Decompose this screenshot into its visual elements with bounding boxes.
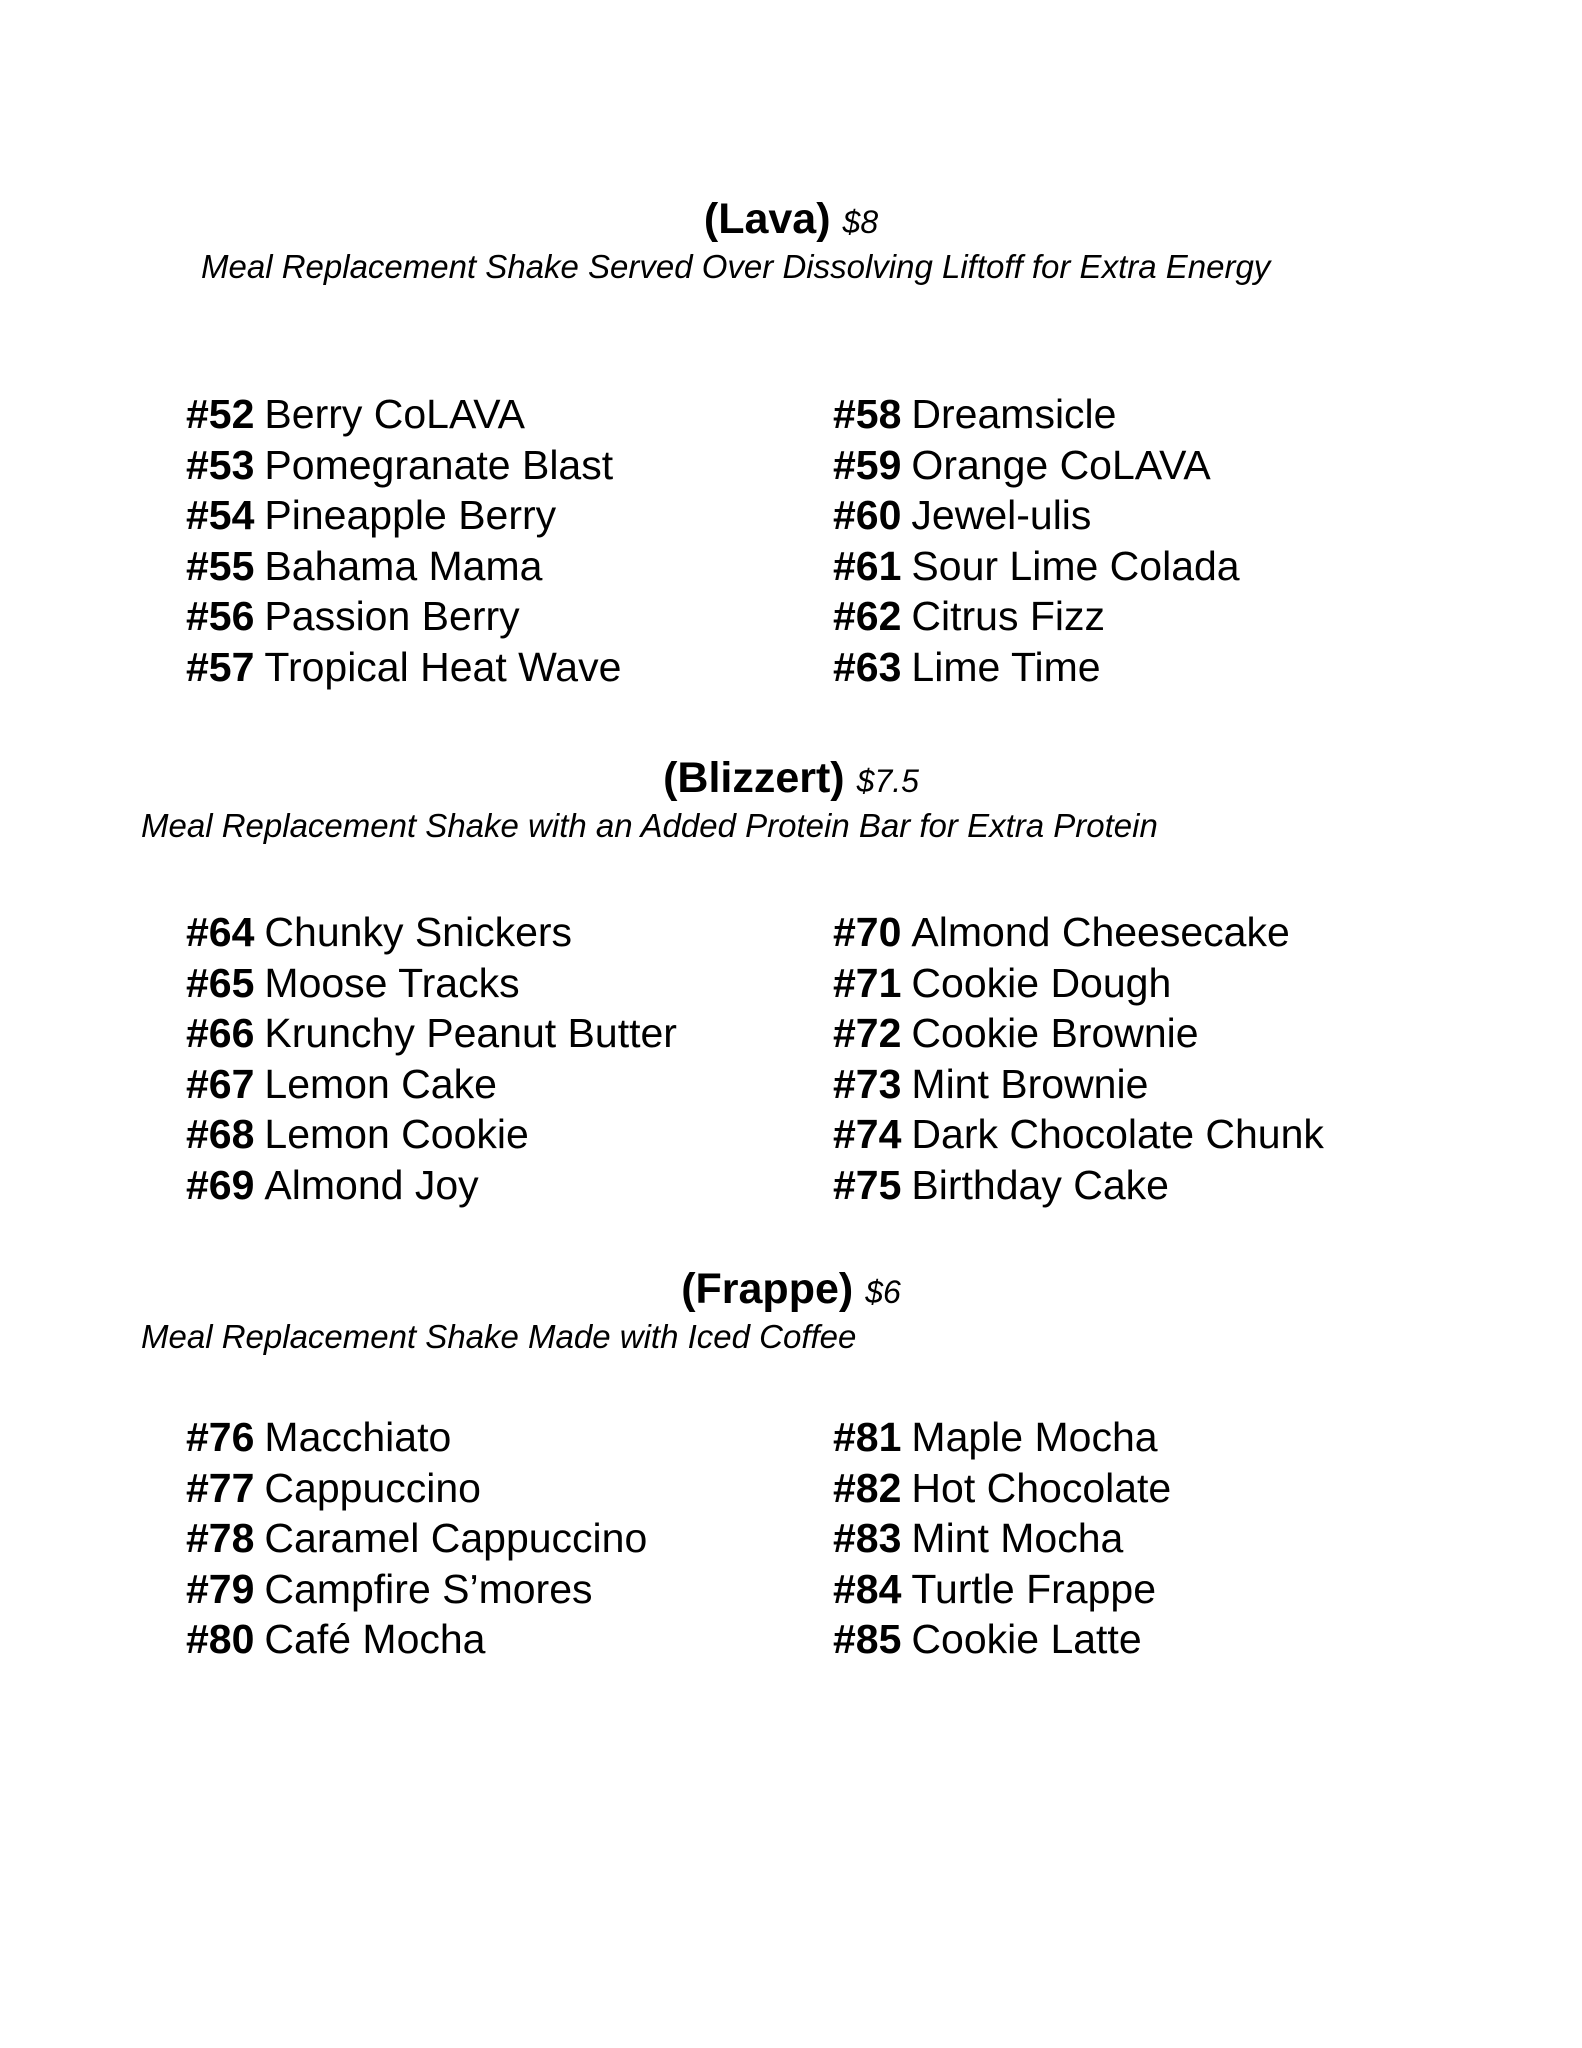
section-lava: [0, 194, 1582, 288]
item-name: Jewel-ulis: [911, 492, 1092, 538]
item-number: #58: [833, 391, 902, 437]
menu-item: [833, 1412, 1453, 1463]
item-name: Cookie Dough: [911, 959, 1172, 1006]
menu-item: [833, 1513, 1453, 1564]
section-title: (Frappe): [681, 1265, 854, 1313]
menu-item: [833, 958, 1453, 1009]
item-name: Krunchy Peanut Butter: [264, 1010, 677, 1056]
item-number: #67: [186, 1060, 255, 1107]
item-number: #71: [833, 959, 902, 1006]
item-number: #54: [186, 492, 255, 538]
menu-item: [186, 1059, 806, 1110]
menu-item: [833, 907, 1453, 958]
section-description: Meal Replacement Shake with an Added Protein Bar for Extra Protein: [141, 807, 1158, 844]
section-frappe: [0, 1264, 1582, 1358]
item-number: #70: [833, 909, 902, 955]
item-number: #69: [186, 1161, 255, 1208]
item-number: #64: [186, 909, 255, 955]
item-name: Almond Cheesecake: [911, 909, 1290, 955]
menu-item: [186, 1564, 806, 1615]
menu-item: [833, 591, 1453, 642]
menu-item: [186, 1160, 806, 1211]
item-name: Café Mocha: [264, 1616, 486, 1662]
item-number: #78: [186, 1515, 255, 1561]
item-number: #83: [833, 1515, 902, 1561]
item-name: Orange CoLAVA: [911, 441, 1211, 488]
item-number: #77: [186, 1464, 255, 1511]
item-name: Hot Chocolate: [911, 1464, 1172, 1511]
item-number: #52: [186, 391, 255, 437]
menu-column-left: [186, 389, 806, 692]
menu-column-left: [186, 1412, 806, 1665]
section-header: [0, 753, 1582, 803]
item-number: #60: [833, 492, 902, 538]
item-number: #68: [186, 1111, 255, 1157]
menu-item: [833, 440, 1453, 491]
item-number: #79: [186, 1565, 255, 1612]
section-header: [0, 1264, 1582, 1314]
section-header: [0, 194, 1582, 244]
section-blizzert: [0, 753, 1582, 847]
menu-item: [833, 642, 1453, 693]
item-number: #81: [833, 1414, 902, 1460]
item-name: Pineapple Berry: [264, 492, 557, 538]
menu-item: [186, 490, 806, 541]
item-name: Campfire S’mores: [264, 1565, 593, 1612]
menu-item: [186, 1109, 806, 1160]
item-number: #82: [833, 1464, 902, 1511]
menu-item: [833, 389, 1453, 440]
item-number: #66: [186, 1010, 255, 1056]
menu-item: [833, 1059, 1453, 1110]
item-name: Turtle Frappe: [911, 1565, 1157, 1612]
item-name: Caramel Cappuccino: [264, 1515, 648, 1561]
menu-item: [186, 1008, 806, 1059]
item-name: Macchiato: [264, 1414, 452, 1460]
item-number: #59: [833, 441, 902, 488]
item-number: #63: [833, 643, 902, 690]
item-number: #80: [186, 1616, 255, 1662]
item-name: Moose Tracks: [264, 959, 520, 1006]
item-name: Dreamsicle: [911, 391, 1117, 437]
item-number: #73: [833, 1060, 902, 1107]
menu-item: [833, 541, 1453, 592]
section-title: (Lava): [703, 195, 831, 243]
item-name: Maple Mocha: [911, 1414, 1158, 1460]
item-number: #62: [833, 593, 902, 639]
item-number: #76: [186, 1414, 255, 1460]
section-description: Meal Replacement Shake Served Over Dissolving Liftoff for Extra Energy: [201, 248, 1271, 285]
item-name: Lime Time: [911, 643, 1101, 690]
item-name: Mint Brownie: [911, 1060, 1149, 1107]
item-name: Lemon Cookie: [264, 1111, 529, 1157]
menu-item: [833, 1463, 1453, 1514]
item-number: #84: [833, 1565, 902, 1612]
menu-item: [186, 1412, 806, 1463]
menu-item: [186, 541, 806, 592]
menu-item: [186, 958, 806, 1009]
item-name: Mint Mocha: [911, 1515, 1124, 1561]
item-number: #75: [833, 1161, 902, 1208]
item-name: Berry CoLAVA: [264, 391, 525, 437]
menu-column-left: [186, 907, 806, 1210]
item-number: #55: [186, 542, 255, 589]
menu-item: [186, 389, 806, 440]
section-price: $8: [842, 204, 879, 240]
menu-column-right: [833, 389, 1453, 692]
item-name: Citrus Fizz: [911, 593, 1106, 639]
item-name: Cookie Brownie: [911, 1010, 1199, 1056]
item-name: Pomegranate Blast: [264, 441, 614, 488]
menu-item: [186, 440, 806, 491]
menu-item: [186, 1463, 806, 1514]
item-number: #61: [833, 542, 902, 589]
item-name: Cookie Latte: [911, 1616, 1142, 1662]
item-number: #65: [186, 959, 255, 1006]
menu-column-right: [833, 1412, 1453, 1665]
item-number: #74: [833, 1111, 902, 1157]
menu-item: [833, 1614, 1453, 1665]
item-number: #72: [833, 1010, 902, 1056]
section-title: (Blizzert): [663, 754, 845, 802]
item-name: Sour Lime Colada: [911, 542, 1240, 589]
menu-item: [833, 490, 1453, 541]
section-description: Meal Replacement Shake Made with Iced Coffee: [141, 1318, 857, 1355]
menu-item: [833, 1564, 1453, 1615]
menu-item: [833, 1008, 1453, 1059]
menu-item: [186, 591, 806, 642]
section-price: $7.5: [856, 763, 919, 799]
item-name: Almond Joy: [264, 1161, 479, 1208]
section-price: $6: [865, 1274, 901, 1310]
menu-item: [186, 1614, 806, 1665]
item-name: Lemon Cake: [264, 1060, 497, 1107]
menu-item: [186, 907, 806, 958]
item-number: #56: [186, 593, 255, 639]
item-name: Passion Berry: [264, 593, 520, 639]
menu-item: [186, 642, 806, 693]
item-number: #57: [186, 643, 255, 690]
item-name: Tropical Heat Wave: [264, 643, 622, 690]
item-name: Cappuccino: [264, 1464, 481, 1511]
menu-item: [833, 1160, 1453, 1211]
item-name: Chunky Snickers: [264, 909, 573, 955]
item-name: Birthday Cake: [911, 1161, 1169, 1208]
item-number: #53: [186, 441, 255, 488]
item-name: Bahama Mama: [264, 542, 543, 589]
menu-item: [833, 1109, 1453, 1160]
menu-column-right: [833, 907, 1453, 1210]
menu-item: [186, 1513, 806, 1564]
item-name: Dark Chocolate Chunk: [911, 1111, 1324, 1157]
item-number: #85: [833, 1616, 902, 1662]
